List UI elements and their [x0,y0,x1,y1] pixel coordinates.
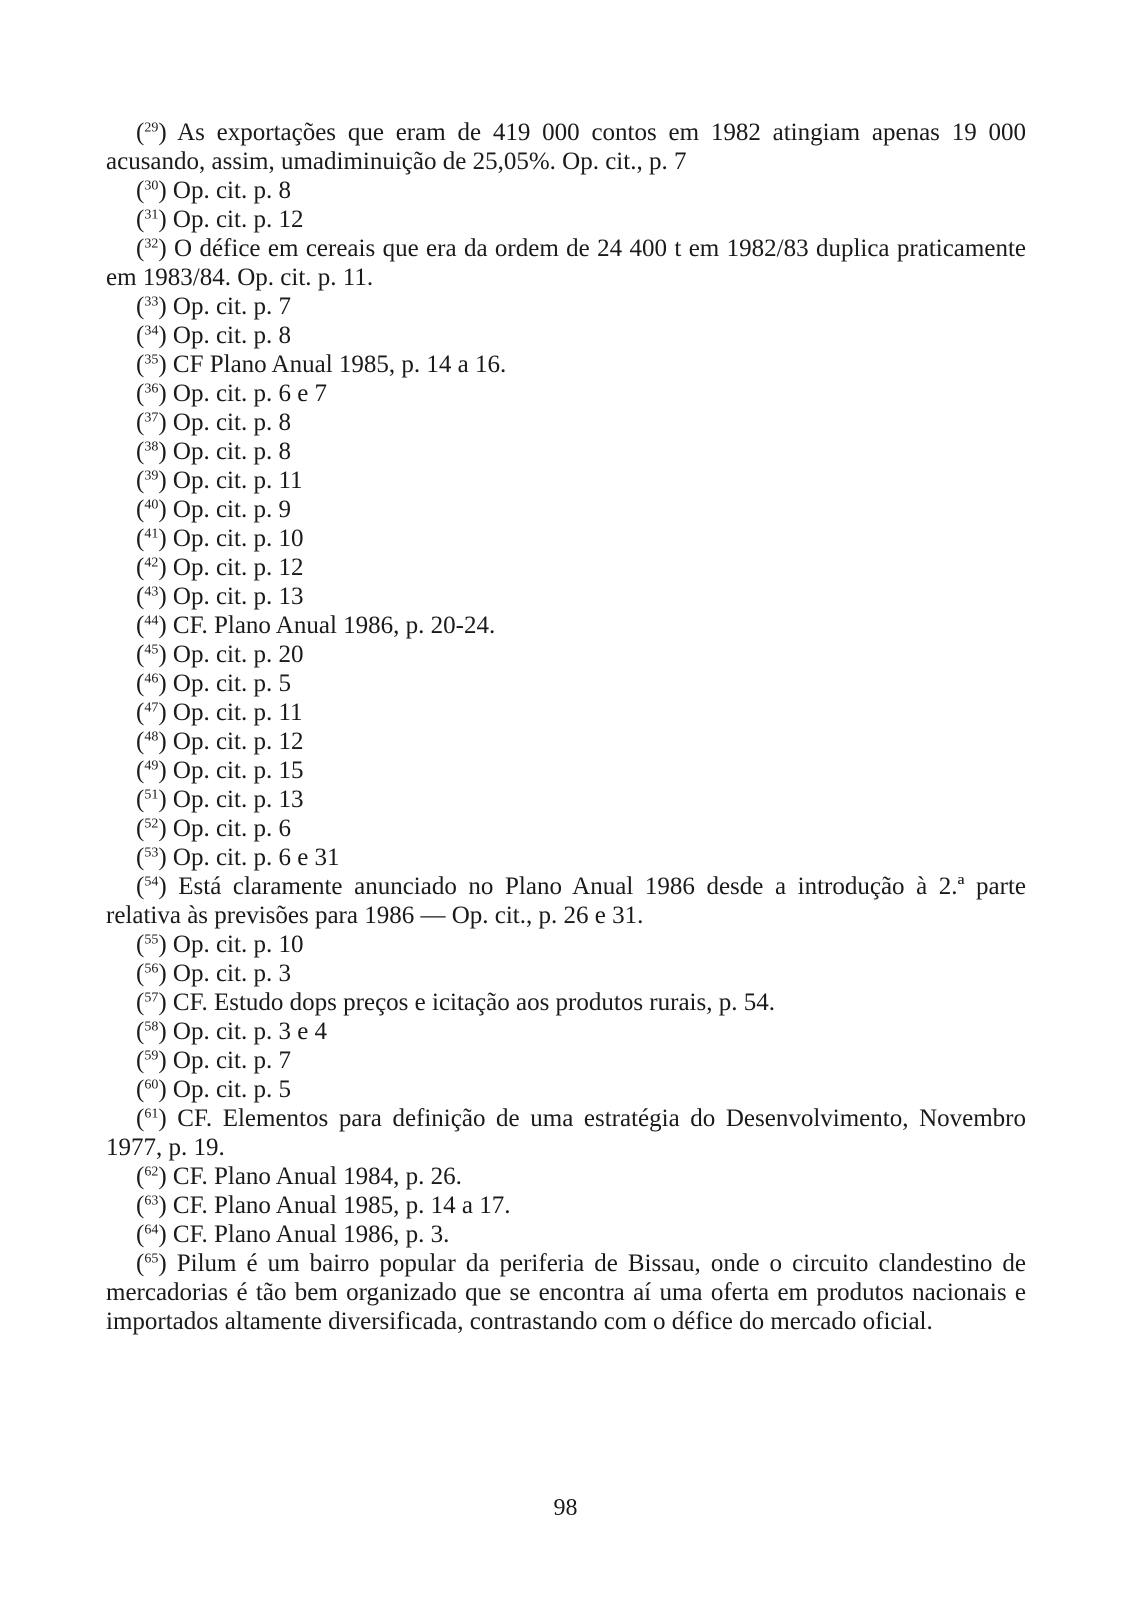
footnote-44 [106,611,1026,640]
footnote-marker: ($^{58}$) [136,1018,173,1045]
footnote-marker: ($^{34}$) [136,322,173,349]
footnote-marker: ($^{52}$) [136,815,173,842]
footnote-marker: ($^{54}$) [136,873,179,900]
footnote-text: Op. cit. p. 9 [172,496,291,523]
footnote-34 [106,321,1026,350]
footnote-marker: ($^{30}$) [136,177,173,204]
footnote-marker: ($^{46}$) [136,670,173,697]
footnote-text: Op. cit. p. 7 [172,293,291,320]
footnote-text: Está claramente anunciado no Plano Anual 1986 desde a introdução à 2.ª parte relativa às previsões para 1986 — Op. cit., p. 26 e 31. [106,873,1027,929]
footnote-62 [106,1162,1026,1191]
footnote-number: 61 [144,1106,159,1122]
footnote-48 [106,727,1026,756]
footnote-number: 64 [144,1222,159,1238]
footnote-marker: ($^{33}$) [136,293,173,320]
footnote-61 [106,1104,1026,1162]
footnote-31 [106,205,1026,234]
footnote-marker: ($^{57}$) [136,989,173,1016]
footnote-number: 49 [144,758,159,774]
footnote-marker: ($^{56}$) [136,960,173,987]
footnote-number: 44 [144,613,159,629]
footnote-text: Op. cit. p. 20 [172,641,304,668]
footnote-number: 32 [144,236,159,252]
footnote-42 [106,553,1026,582]
footnote-51 [106,785,1026,814]
footnote-marker: ($^{63}$) [136,1192,173,1219]
footnote-number: 40 [144,497,159,513]
footnote-text: Op. cit. p. 5 [172,1076,291,1103]
footnote-number: 33 [144,294,159,310]
footnote-29 [106,118,1026,176]
page-number: 98 [553,1495,578,1521]
footnote-marker: ($^{43}$) [136,583,173,610]
footnote-30 [106,176,1026,205]
footnote-text: Op. cit. p. 10 [172,525,304,552]
footnote-63 [106,1191,1026,1220]
footnote-number: 51 [144,787,159,803]
footnote-number: 62 [144,1164,159,1180]
footnote-marker: ($^{60}$) [136,1076,173,1103]
footnote-number: 30 [144,178,159,194]
footnote-number: 41 [144,526,159,542]
footnote-45 [106,640,1026,669]
footnote-text: CF. Plano Anual 1986, p. 3. [172,1221,450,1248]
footnote-marker: ($^{64}$) [136,1221,173,1248]
footnote-text: CF. Plano Anual 1986, p. 20-24. [172,612,496,639]
footnote-37 [106,408,1026,437]
footnote-number: 43 [144,584,159,600]
footnote-marker: ($^{37}$) [136,409,173,436]
footnote-text: CF. Estudo dops preços e icitação aos produtos rurais, p. 54. [172,989,775,1016]
footnote-36 [106,379,1026,408]
footnote-38 [106,437,1026,466]
footnote-marker: ($^{59}$) [136,1047,173,1074]
footnote-text: Op. cit. p. 3 e 4 [172,1018,328,1045]
footnote-33 [106,292,1026,321]
footnote-marker: ($^{48}$) [136,728,173,755]
footnote-53 [106,843,1026,872]
footnote-number: 31 [144,207,159,223]
footnote-text: CF. Plano Anual 1985, p. 14 a 17. [172,1192,511,1219]
footnote-marker: ($^{53}$) [136,844,173,871]
footnote-number: 39 [144,468,159,484]
footnote-number: 42 [144,555,159,571]
footnote-marker: ($^{42}$) [136,554,173,581]
footnote-number: 58 [144,1019,159,1035]
footnote-number: 56 [144,961,159,977]
footnote-47 [106,698,1026,727]
footnote-marker: ($^{47}$) [136,699,173,726]
footnote-39 [106,466,1026,495]
footnote-marker: ($^{61}$) [136,1105,178,1132]
footnote-text: CF. Elementos para definição de uma estratégia do Desenvolvimento, Novembro 1977, p. 19. [106,1105,1026,1161]
footnote-number: 52 [144,816,159,832]
footnote-text: Op. cit. p. 8 [172,322,291,349]
footnote-59 [106,1046,1026,1075]
footnote-marker: ($^{51}$) [136,786,173,813]
footnote-text: Op. cit. p. 6 e 7 [172,380,328,407]
footnote-number: 37 [144,410,159,426]
footnote-marker: ($^{38}$) [136,438,173,465]
footnote-number: 57 [144,990,159,1006]
footnote-text: Op. cit. p. 13 [172,583,304,610]
footnote-52 [106,814,1026,843]
footnote-54 [106,872,1026,930]
footnote-marker: ($^{45}$) [136,641,173,668]
footnote-55 [106,930,1026,959]
footnote-58 [106,1017,1026,1046]
footnote-marker: ($^{55}$) [136,931,173,958]
footnote-text: Op. cit. p. 12 [172,206,304,233]
footnote-text: CF Plano Anual 1985, p. 14 a 16. [172,351,507,378]
footnote-number: 36 [144,381,159,397]
footnote-43 [106,582,1026,611]
footnote-marker: ($^{31}$) [136,206,173,233]
footnote-text: As exportações que eram de 419 000 contos em 1982 atingiam apenas 19 000 acusando, assim, umadiminuição de 25,05%. Op. cit., p. 7 [106,119,1026,175]
footnote-46 [106,669,1026,698]
footnote-text: Op. cit. p. 15 [172,757,304,784]
footnote-text: Op. cit. p. 13 [172,786,304,813]
footnote-text: CF. Plano Anual 1984, p. 26. [172,1163,462,1190]
footnote-number: 46 [144,671,159,687]
footnote-text: Op. cit. p. 7 [172,1047,291,1074]
footnote-text: O défice em cereais que era da ordem de 24 400 t em 1982/83 duplica praticamente em 1983/84. Op. cit. p. 11. [106,235,1026,291]
footnote-40 [106,495,1026,524]
footnote-57 [106,988,1026,1017]
footnote-text: Op. cit. p. 5 [172,670,291,697]
footnote-number: 60 [144,1077,159,1093]
footnote-text: Op. cit. p. 8 [172,438,291,465]
footnote-marker: ($^{44}$) [136,612,173,639]
footnote-35 [106,350,1026,379]
footnote-marker: ($^{49}$) [136,757,173,784]
footnote-text: Op. cit. p. 12 [172,728,304,755]
footnote-number: 29 [144,120,159,136]
footnote-64 [106,1220,1026,1249]
footnote-56 [106,959,1026,988]
footnote-number: 45 [144,642,159,658]
footnote-49 [106,756,1026,785]
footnote-text: Op. cit. p. 12 [172,554,304,581]
footnote-number: 53 [144,845,159,861]
footnote-32 [106,234,1026,292]
footnote-text: Op. cit. p. 3 [172,960,291,987]
footnote-60 [106,1075,1026,1104]
footnote-marker: ($^{29}$) [136,119,178,146]
footnote-text: Op. cit. p. 10 [172,931,304,958]
footnote-text: Op. cit. p. 6 e 31 [172,844,340,871]
footnote-65 [106,1249,1026,1336]
footnote-text: Op. cit. p. 11 [172,467,303,494]
footnote-41 [106,524,1026,553]
footnote-number: 35 [144,352,159,368]
footnote-number: 65 [144,1251,159,1267]
footnote-marker: ($^{41}$) [136,525,173,552]
footnote-marker: ($^{35}$) [136,351,173,378]
footnote-number: 47 [144,700,159,716]
footnote-marker: ($^{32}$) [136,235,175,262]
footnote-number: 55 [144,932,159,948]
footnote-marker: ($^{62}$) [136,1163,173,1190]
footnote-text: Pilum é um bairro popular da periferia de Bissau, onde o circuito clandestino de mercadorias é tão bem organizado que se encontra aí uma oferta em produtos nacionais e importados altamente diversificada, contrastando com o défice do mercado oficial. [106,1250,1026,1335]
footnote-marker: ($^{36}$) [136,380,173,407]
footnote-marker: ($^{65}$) [136,1250,177,1277]
footnote-text: Op. cit. p. 11 [172,699,303,726]
footnote-text: Op. cit. p. 8 [172,409,291,436]
footnote-text: Op. cit. p. 6 [172,815,291,842]
footnotes-list [106,118,1026,1336]
footnote-number: 48 [144,729,159,745]
footnote-number: 63 [144,1193,159,1209]
footnote-number: 54 [144,874,159,890]
footnote-number: 38 [144,439,159,455]
footnote-number: 59 [144,1048,159,1064]
footnote-marker: ($^{40}$) [136,496,173,523]
footnote-text: Op. cit. p. 8 [172,177,291,204]
footnote-number: 34 [144,323,159,339]
footnote-marker: ($^{39}$) [136,467,173,494]
